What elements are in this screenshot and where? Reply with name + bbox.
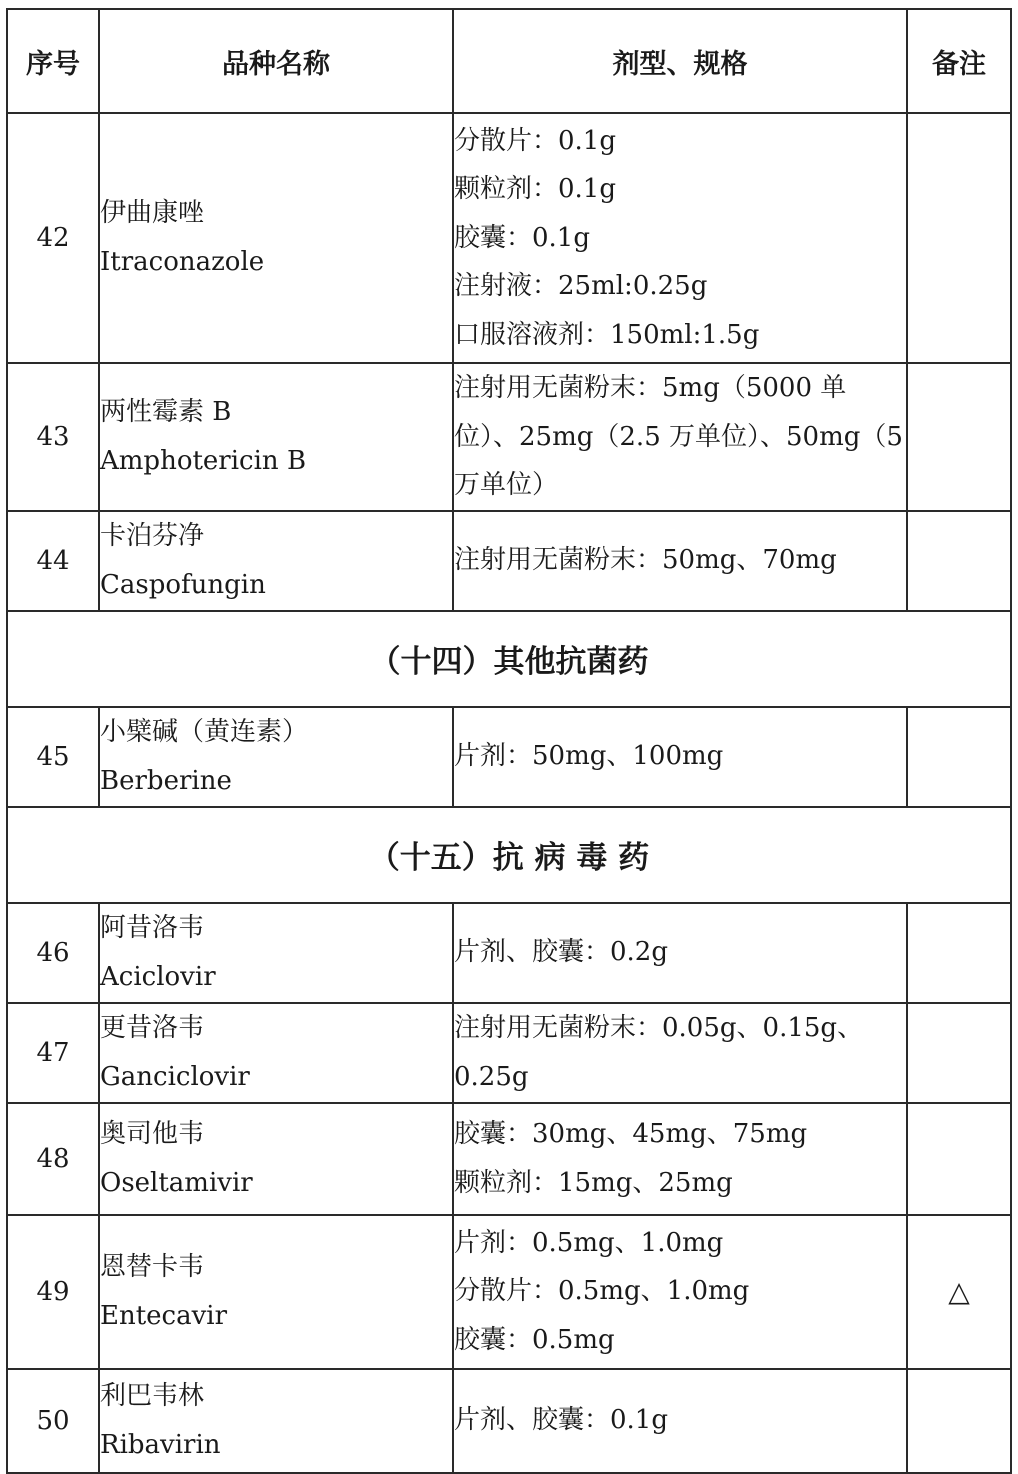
drug-name-cn: 奥司他韦 bbox=[100, 1118, 205, 1149]
drug-name-cn: 恩替卡韦 bbox=[100, 1251, 205, 1282]
dosage-form-line: 胶囊：0.5mg bbox=[454, 1324, 615, 1355]
drug-name-cn: 阿昔洛韦 bbox=[100, 912, 205, 943]
table-row bbox=[7, 707, 1011, 807]
dosage-form-line: 胶囊：0.1g bbox=[454, 222, 590, 253]
table-row bbox=[7, 113, 1011, 363]
drug-name bbox=[99, 707, 453, 807]
drug-name-en: Berberine bbox=[100, 765, 232, 796]
row-number: 47 bbox=[7, 1003, 99, 1103]
dosage-forms bbox=[453, 511, 907, 611]
header-note: 备注 bbox=[907, 9, 1011, 113]
drug-name-cn: 两性霉素 B bbox=[100, 396, 232, 427]
table-row bbox=[7, 363, 1011, 511]
dosage-form-line: 颗粒剂：0.1g bbox=[454, 174, 616, 205]
triangle-note: △ bbox=[907, 1215, 1011, 1369]
dosage-form-line: 片剂：0.5mg、1.0mg bbox=[454, 1227, 724, 1258]
header-no: 序号 bbox=[7, 9, 99, 113]
dosage-forms bbox=[453, 1103, 907, 1215]
dosage-forms bbox=[453, 1003, 907, 1103]
row-number: 46 bbox=[7, 903, 99, 1003]
table-row bbox=[7, 903, 1011, 1003]
note-cell bbox=[907, 363, 1011, 511]
note-cell bbox=[907, 903, 1011, 1003]
drug-name-cn: 伊曲康唑 bbox=[100, 198, 205, 228]
header-name: 品种名称 bbox=[99, 9, 453, 113]
row-number: 42 bbox=[7, 113, 99, 363]
dosage-form-line: 注射用无菌粉末：50mg、70mg bbox=[454, 545, 837, 576]
table-row bbox=[7, 1215, 1011, 1369]
dosage-forms bbox=[453, 1369, 907, 1473]
row-number: 49 bbox=[7, 1215, 99, 1369]
drug-name-en: Ganciclovir bbox=[100, 1061, 250, 1092]
section-title-15: （十五）抗 病 毒 药 bbox=[7, 807, 1011, 903]
dosage-forms bbox=[453, 903, 907, 1003]
drug-name bbox=[99, 903, 453, 1003]
drug-name bbox=[99, 511, 453, 611]
table-row bbox=[7, 1103, 1011, 1215]
header-form: 剂型、规格 bbox=[453, 9, 907, 113]
note-cell bbox=[907, 1003, 1011, 1103]
table-row bbox=[7, 1369, 1011, 1473]
drug-name-en: Entecavir bbox=[100, 1300, 228, 1331]
dosage-form-line: 注射液：25ml:0.25g bbox=[454, 271, 708, 302]
dosage-form-line: 胶囊：30mg、45mg、75mg bbox=[454, 1119, 808, 1149]
row-number: 43 bbox=[7, 363, 99, 511]
note-cell bbox=[907, 707, 1011, 807]
dosage-form-line: 片剂、胶囊：0.2g bbox=[454, 937, 668, 968]
note-cell bbox=[907, 1369, 1011, 1473]
drug-name-cn: 更昔洛韦 bbox=[100, 1012, 205, 1043]
drug-name-en: Aciclovir bbox=[100, 961, 216, 992]
note-cell bbox=[907, 511, 1011, 611]
dosage-forms bbox=[453, 707, 907, 807]
drug-name bbox=[99, 1003, 453, 1103]
row-number: 48 bbox=[7, 1103, 99, 1215]
drug-name bbox=[99, 1215, 453, 1369]
drug-name-en: Amphotericin B bbox=[100, 445, 307, 476]
dosage-forms bbox=[453, 363, 907, 511]
dosage-form-line: 注射用无菌粉末：5mg（5000 单位）、25mg（2.5 万单位）、50mg（5 万单位） bbox=[454, 373, 903, 500]
section-title-14: （十四）其他抗菌药 bbox=[7, 611, 1011, 707]
dosage-form-line: 注射用无菌粉末：0.05g、0.15g、0.25g bbox=[454, 1013, 864, 1092]
dosage-form-line: 口服溶液剂：150ml:1.5g bbox=[454, 319, 760, 350]
row-number: 50 bbox=[7, 1369, 99, 1473]
section-row bbox=[7, 611, 1011, 707]
dosage-form-line: 片剂、胶囊：0.1g bbox=[454, 1405, 668, 1436]
drug-name-en: Caspofungin bbox=[100, 569, 266, 600]
dosage-form-line: 片剂：50mg、100mg bbox=[454, 741, 724, 772]
drug-name-cn: 小檗碱（黄连素） bbox=[100, 716, 309, 747]
drug-name-en: Oseltamivir bbox=[100, 1167, 253, 1198]
row-number: 44 bbox=[7, 511, 99, 611]
header-row bbox=[7, 9, 1011, 113]
note-cell bbox=[907, 113, 1011, 363]
dosage-forms bbox=[453, 1215, 907, 1369]
note-cell bbox=[907, 1103, 1011, 1215]
table-row bbox=[7, 511, 1011, 611]
dosage-form-line: 分散片：0.1g bbox=[454, 125, 616, 156]
table-row bbox=[7, 1003, 1011, 1103]
dosage-forms bbox=[453, 113, 907, 363]
drug-name bbox=[99, 1369, 453, 1473]
section-row bbox=[7, 807, 1011, 903]
drug-name-cn: 利巴韦林 bbox=[100, 1380, 205, 1411]
dosage-form-line: 分散片：0.5mg、1.0mg bbox=[454, 1276, 750, 1307]
dosage-form-line: 颗粒剂：15mg、25mg bbox=[454, 1167, 733, 1198]
drug-name-cn: 卡泊芬净 bbox=[100, 520, 205, 551]
drug-catalog-table bbox=[6, 8, 1012, 1474]
drug-name-en: Itraconazole bbox=[100, 247, 265, 277]
drug-name-en: Ribavirin bbox=[100, 1429, 221, 1460]
drug-name bbox=[99, 113, 453, 363]
drug-name bbox=[99, 363, 453, 511]
row-number: 45 bbox=[7, 707, 99, 807]
drug-name bbox=[99, 1103, 453, 1215]
